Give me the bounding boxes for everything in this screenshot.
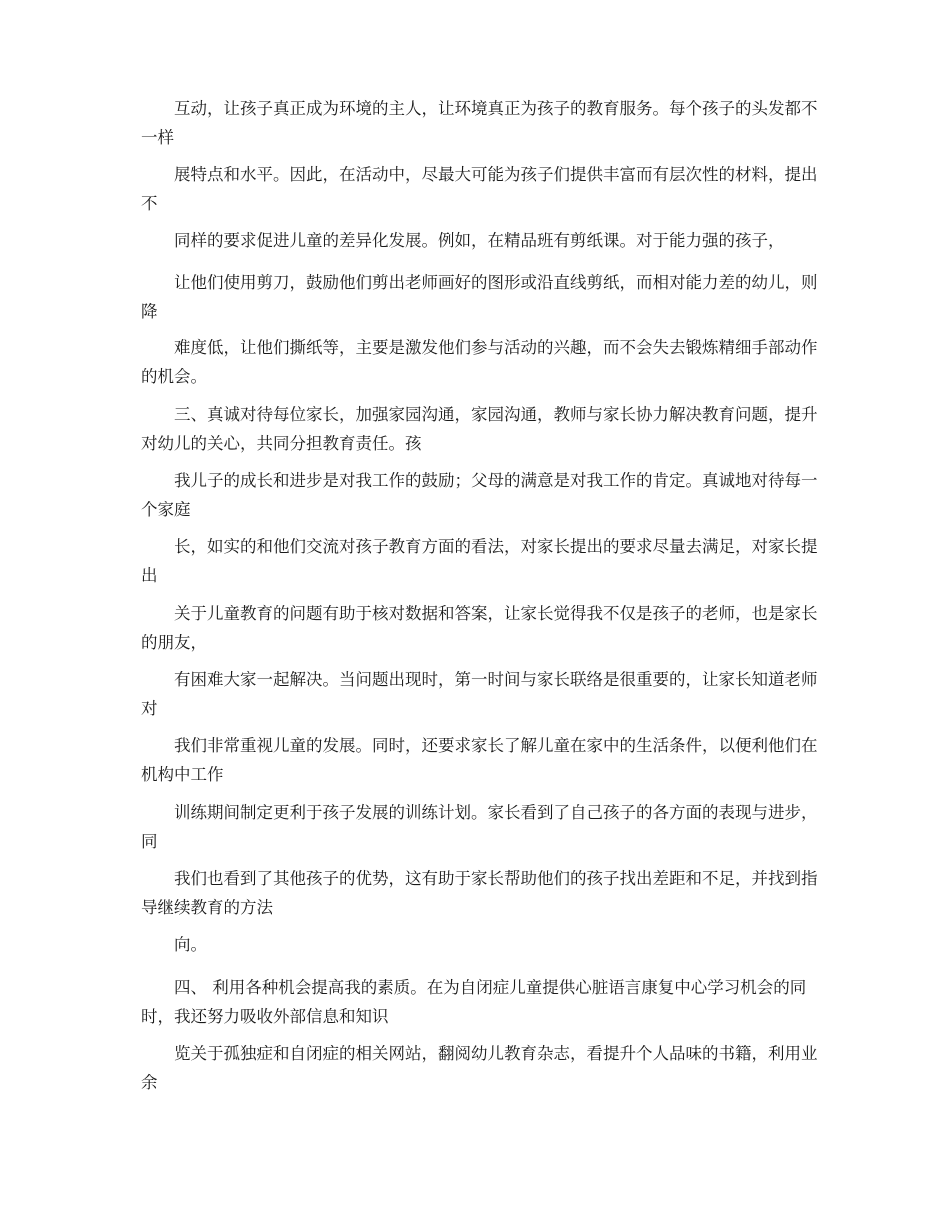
paragraph-16: 览关于孤独症和自闭症的相关网站，翻阅幼儿教育杂志，看提升个人品味的书籍，利用业余 bbox=[141, 1044, 818, 1092]
paragraph-6: 三、真诚对待每位家长，加强家园沟通，家园沟通，教师与家长协力解决教育问题，提升对幼儿的关心，共同分担教育责任。孩 bbox=[141, 405, 818, 453]
paragraph-11: 我们非常重视儿童的发展。同时，还要求家长了解儿童在家中的生活条件，以便利他们在机构中工作 bbox=[141, 736, 818, 784]
paragraph-5: 难度低，让他们撕纸等，主要是激发他们参与活动的兴趣，而不会失去锻炼精细手部动作的机会。 bbox=[141, 338, 818, 386]
paragraph-4: 让他们使用剪刀，鼓励他们剪出老师画好的图形或沿直线剪纸，而相对能力差的幼儿，则降 bbox=[141, 273, 818, 321]
paragraph-13: 我们也看到了其他孩子的优势，这有助于家长帮助他们的孩子找出差距和不足，并找到指导继续教育的方法 bbox=[141, 869, 818, 917]
paragraph-10: 有困难大家一起解决。当问题出现时，第一时间与家长联络是很重要的，让家长知道老师对 bbox=[141, 670, 818, 718]
paragraph-15: 四、 利用各种机会提高我的素质。在为自闭症儿童提供心脏语言康复中心学习机会的同时，我还努力吸收外部信息和知识 bbox=[141, 978, 807, 1026]
paragraph-1: 互动，让孩子真正成为环境的主人，让环境真正为孩子的教育服务。每个孩子的头发都不一样 bbox=[141, 99, 818, 147]
paragraph-12: 训练期间制定更利于孩子发展的训练计划。家长看到了自己孩子的各方面的表现与进步，同 bbox=[141, 803, 818, 851]
paragraph-14: 向。 bbox=[174, 935, 207, 954]
paragraph-9: 关于儿童教育的问题有助于核对数据和答案，让家长觉得我不仅是孩子的老师，也是家长的朋友， bbox=[141, 604, 818, 652]
paragraph-8: 长，如实的和他们交流对孩子教育方面的看法，对家长提出的要求尽量去满足，对家长提出 bbox=[141, 537, 818, 585]
paragraph-2: 展特点和水平。因此，在活动中，尽最大可能为孩子们提供丰富而有层次性的材料，提出不 bbox=[141, 165, 818, 213]
paragraph-3: 同样的要求促进儿童的差异化发展。例如，在精品班有剪纸课。对于能力强的孩子， bbox=[174, 231, 785, 250]
paragraph-7: 我儿子的成长和进步是对我工作的鼓励；父母的满意是对我工作的肯定。真诚地对待每一个家庭 bbox=[141, 471, 818, 519]
